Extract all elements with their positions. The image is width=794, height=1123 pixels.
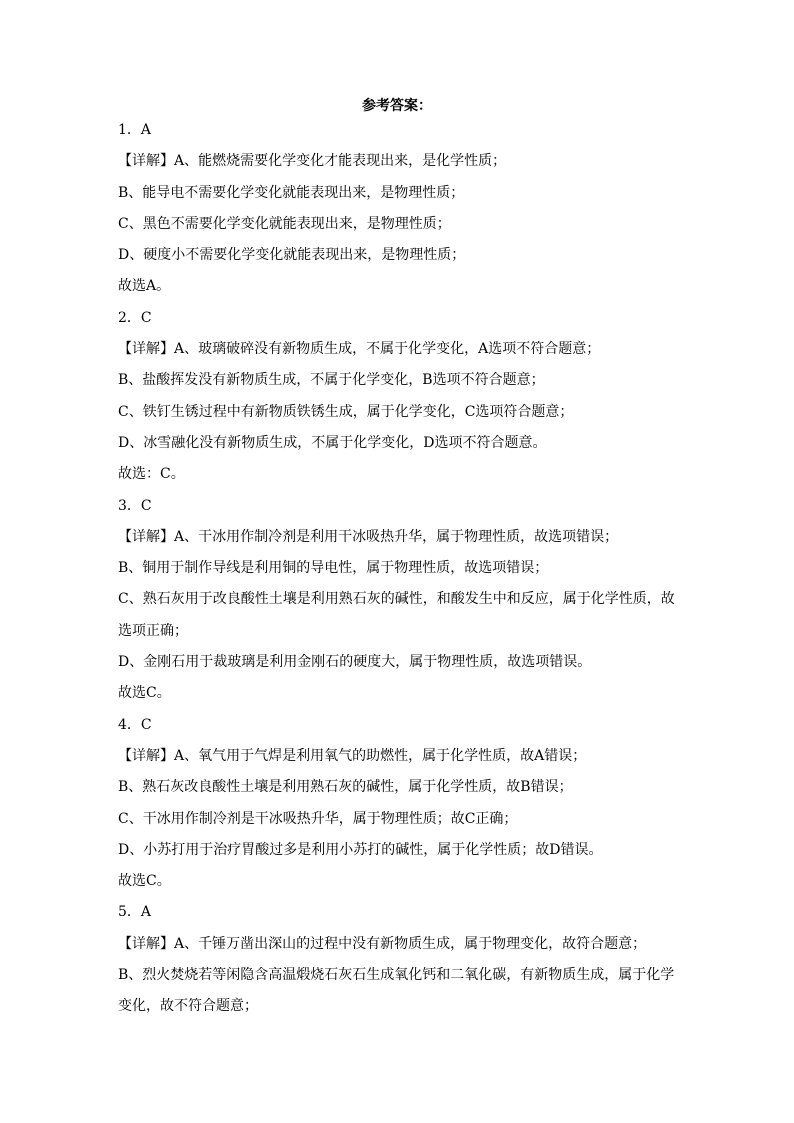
- answer-list: [118, 115, 738, 1023]
- explanation-line: C、铁钉生锈过程中有新物质铁锈生成，属于化学变化，C选项符合题意；: [118, 403, 574, 420]
- explanation-line: D、金刚石用于裁玻璃是利用金刚石的硬度大，属于物理性质，故选项错误。: [118, 654, 592, 671]
- explanation-line: 变化，故不符合题意；: [118, 998, 258, 1015]
- explanation-line: 【详解】A、干冰用作制冷剂是利用干冰吸热升华，属于物理性质，故选项错误；: [118, 528, 619, 545]
- answer-conclusion: 故选：C。: [118, 466, 185, 483]
- answer-number: 4．C: [118, 716, 152, 733]
- explanation-line: B、盐酸挥发没有新物质生成，不属于化学变化，B选项不符合题意；: [118, 372, 545, 389]
- page-title: 参考答案：: [362, 98, 432, 114]
- explanation-line: C、干冰用作制冷剂是干冰吸热升华，属于物理性质；故C正确；: [118, 810, 518, 827]
- explanation-line: 【详解】A、千锤万凿出深山的过程中没有新物质生成，属于物理变化，故符合题意；: [118, 935, 647, 952]
- explanation-line: D、硬度小不需要化学变化就能表现出来，是物理性质；: [118, 247, 466, 264]
- explanation-line: D、冰雪融化没有新物质生成，不属于化学变化，D选项不符合题意。: [118, 434, 547, 451]
- answer-4: [118, 710, 738, 898]
- explanation-line: B、熟石灰改良酸性土壤是利用熟石灰的碱性，属于化学性质，故B错误；: [118, 779, 573, 796]
- answer-conclusion: 故选C。: [118, 873, 171, 890]
- explanation-line: 【详解】A、氧气用于气焊是利用氧气的助燃性，属于化学性质，故A错误；: [118, 747, 587, 764]
- explanation-line: D、小苏打用于治疗胃酸过多是利用小苏打的碱性，属于化学性质；故D错误。: [118, 841, 603, 858]
- explanation-line: 【详解】A、玻璃破碎没有新物质生成，不属于化学变化，A选项不符合题意；: [118, 341, 601, 358]
- answer-3: [118, 491, 738, 710]
- answer-1: [118, 115, 738, 303]
- answer-number: 3．C: [118, 497, 152, 514]
- explanation-line: B、铜用于制作导线是利用铜的导电性，属于物理性质，故选项错误；: [118, 560, 549, 577]
- answer-5: [118, 897, 738, 1022]
- explanation-line: 【详解】A、能燃烧需要化学变化才能表现出来，是化学性质；: [118, 153, 507, 170]
- explanation-line: C、熟石灰用于改良酸性土壤是利用熟石灰的碱性，和酸发生中和反应，属于化学性质，故: [118, 591, 675, 608]
- answer-conclusion: 故选C。: [118, 685, 171, 702]
- answer-number: 1．A: [118, 122, 152, 138]
- explanation-line: C、黑色不需要化学变化就能表现出来，是物理性质；: [118, 215, 451, 232]
- answer-conclusion: 故选A。: [118, 278, 171, 295]
- explanation-line: B、烈火焚烧若等闲隐含高温煅烧石灰石生成氧化钙和二氧化碳，有新物质生成，属于化学: [118, 967, 675, 984]
- answer-number: 2．C: [118, 309, 152, 326]
- explanation-line: 选项正确；: [118, 622, 188, 639]
- answer-number: 5．A: [118, 904, 152, 921]
- answer-2: [118, 303, 738, 491]
- explanation-line: B、能导电不需要化学变化就能表现出来，是物理性质；: [118, 184, 465, 201]
